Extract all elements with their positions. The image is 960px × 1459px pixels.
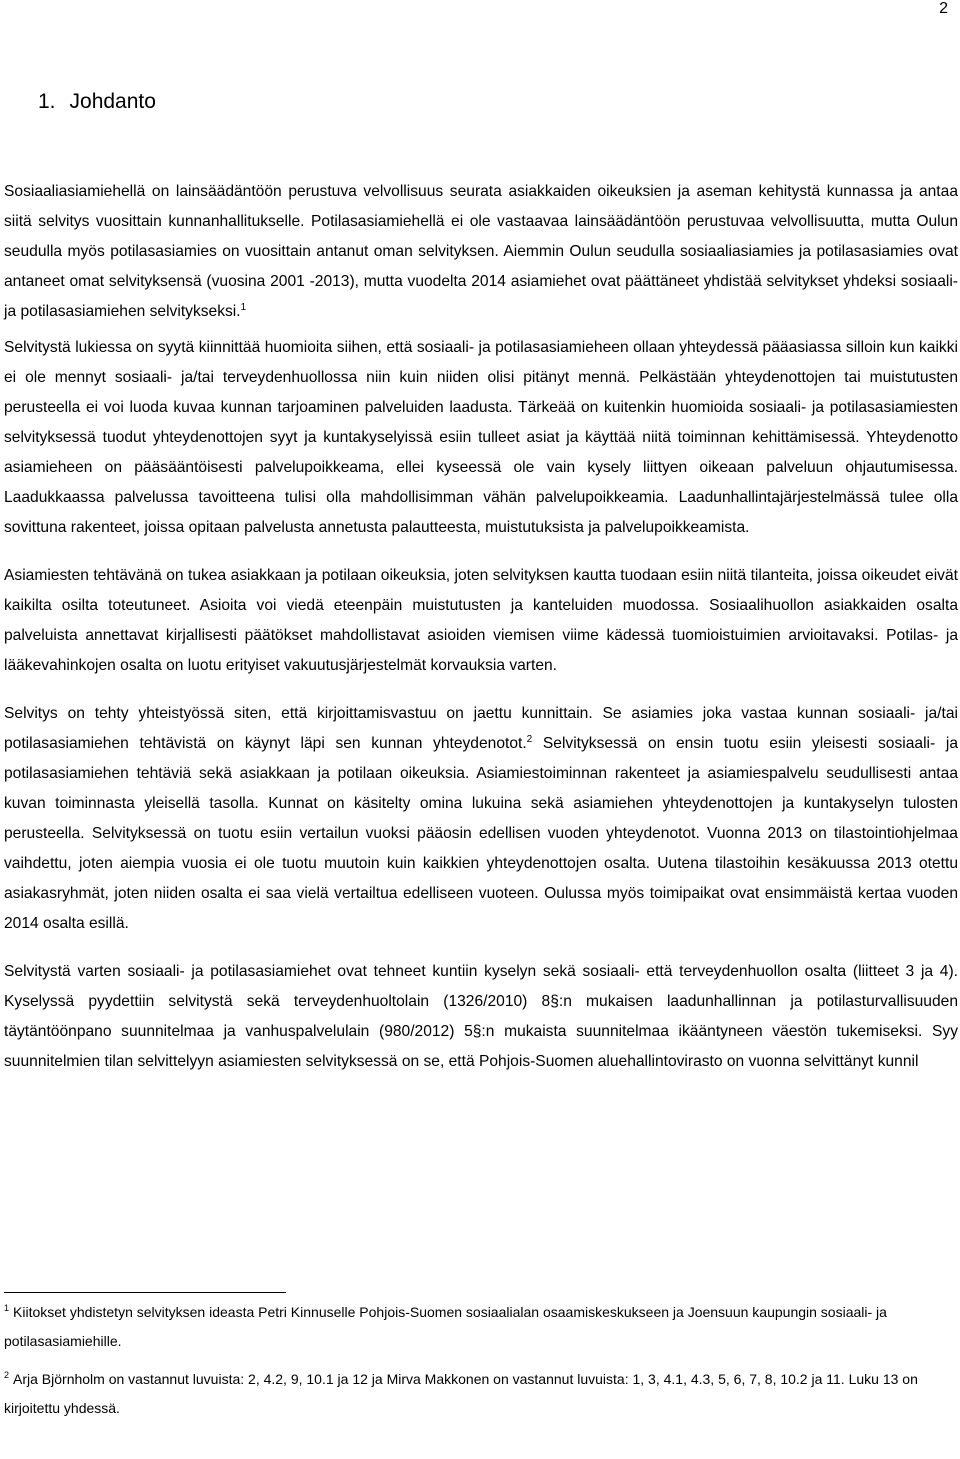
paragraph-1: [4, 177, 958, 327]
footnotes: [4, 1298, 958, 1432]
footnote-divider: [4, 1292, 286, 1293]
chapter-title: Johdanto: [69, 90, 156, 113]
footnote-1-number: 1: [4, 1303, 10, 1314]
body-text: [4, 177, 958, 1095]
paragraph-2: [4, 333, 958, 543]
footnote-2-text: Arja Björnholm on vastannut luvuista: 2, 4.2, 9, 10.1 ja 12 ja Mirva Makkonen on vastannut luvuista: 1, 3, 4.1, 4.3, 5, 6, 7, 8, 10.2 ja 11. Luku 13 on kirjoitettu yhdessä.: [4, 1371, 918, 1416]
footnote-1: [4, 1298, 958, 1356]
paragraph-1-text: Sosiaaliasiamiehellä on lainsäädäntöön perustuva velvollisuus seurata asiakkaiden oikeuksien ja aseman kehitystä kunnassa ja antaa siitä selvitys vuosittain kunnanhallitukselle. Potilasasiamiehellä ei ole vastaavaa lainsäädäntöön perustuvaa velvollisuutta, mutta Oulun seudulla myös potilasasiamies on vuosittain antanut oman selvityksen. Aiemmin Oulun seudulla sosiaaliasiamies ja potilasasiamies ovat antaneet omat selvityksensä (vuosina 2001 -2013), mutta vuodelta 2014 asiamiehet ovat päättäneet yhdistää selvitykset yhdeksi sosiaali- ja potilasasiamiehen selvitykseksi.: [4, 183, 958, 320]
paragraph-4: [4, 699, 958, 939]
footnote-1-text: Kiitokset yhdistetyn selvityksen ideasta Petri Kinnuselle Pohjois-Suomen sosiaalialan osaamiskeskukseen ja Joensuun kaupungin sosiaali- ja potilasasiamiehille.: [4, 1304, 887, 1349]
paragraph-2-text: Selvitystä lukiessa on syytä kiinnittää huomioita siihen, että sosiaali- ja potilasasiamieheen ollaan yhteydessä pääasiassa silloin kun kaikki ei ole mennyt sosiaali- ja/tai terveydenhuollossa niin kuin niiden olisi pitänyt mennä. Pelkästään yhteydenottojen tai muistutusten perusteella ei voi luoda kuvaa kunnan tarjoaminen palveluiden laadusta. Tärkeää on kuitenkin huomioida sosiaali- ja potilasasiamiesten selvityksessä tuodut yhteydenottojen syyt ja kuntakyselyissä esiin tulleet asiat ja käyttää niitä toiminnan kehittämisessä. Yhteydenotto asiamieheen on pääsääntöisesti palvelupoikkeama, ellei kyseessä ole vain kysely liittyen oikeaan palveluun ohjautumisessa. Laadukkaassa palvelussa tavoitteena tulisi olla mahdollisimman vähän palvelupoikkeamia. Laadunhallintajärjestelmässä tulee olla sovittuna rakenteet, joissa opitaan palvelusta annetusta palautteesta, muistutuksista ja palvelupoikkeamista.: [4, 339, 958, 536]
chapter-number: 1.: [38, 90, 56, 113]
page-number: 2: [939, 0, 948, 17]
footnote-ref-2: 2: [526, 733, 533, 745]
footnote-ref-1: 1: [240, 301, 247, 313]
paragraph-4-text-after: Selvityksessä on ensin tuotu esiin yleisesti sosiaali- ja potilasasiamiehen tehtäviä sekä asiakkaan ja potilaan oikeuksia. Asiamiestoiminnan rakenteet ja asiamiespalvelu seudullisesti antaa kuvan toiminnasta yleisellä tasolla. Kunnat on käsitelty omina lukuina sekä asiamiehen yhteydenottojen ja kuntakyselyn tulosten perusteella. Selvityksessä on tuotu esiin vertailun vuoksi pääosin edellisen vuoden yhteydenotot. Vuonna 2013 on tilastointiohjelmaa vaihdettu, joten aiempia vuosia ei ole tuotu muutoin kuin kaikkien yhteydenottojen osalta. Uutena tilastoihin kesäkuussa 2013 otettu asiakasryhmät, joten niiden osalta ei saa vielä vertailtua edelliseen vuoteen. Oulussa myös toimipaikat ovat ensimmäistä kertaa vuoden 2014 osalta esillä.: [4, 735, 958, 932]
paragraph-3: [4, 561, 958, 681]
chapter-heading: [38, 90, 156, 114]
paragraph-5: [4, 957, 958, 1077]
footnote-2-number: 2: [4, 1370, 10, 1381]
paragraph-3-text: Asiamiesten tehtävänä on tukea asiakkaan ja potilaan oikeuksia, joten selvityksen kautta tuodaan esiin niitä tilanteita, joissa oikeudet eivät kaikilta osilta toteutuneet. Asioita voi viedä eteenpäin muistutusten ja kanteluiden muodossa. Sosiaalihuollon asiakkaiden osalta palveluista annettavat kirjallisesti päätökset mahdollistavat asioiden viemisen viime kädessä tuomioistuimien arvioitavaksi. Potilas- ja lääkevahinkojen osalta on luotu erityiset vakuutusjärjestelmät korvauksia varten.: [4, 567, 958, 674]
paragraph-4-text-before: Selvitys on tehty yhteistyössä siten, että kirjoittamisvastuu on jaettu kunnittain. Se asiamies joka vastaa kunnan sosiaali- ja/tai potilasasiamiehen tehtävistä on käynyt läpi sen kunnan yhteydenotot.: [4, 705, 958, 752]
paragraph-5-text: Selvitystä varten sosiaali- ja potilasasiamiehet ovat tehneet kuntiin kyselyn sekä sosiaali- että terveydenhuollon osalta (liitteet 3 ja 4). Kyselyssä pyydettiin selvitystä sekä terveydenhuoltolain (1326/2010) 8§:n mukaisen laadunhallinnan ja potilasturvallisuuden täytäntöönpano suunnitelmaa ja vanhuspalvelulain (980/2012) 5§:n mukaista suunnitelmaa ikääntyneen väestön tukemiseksi. Syy suunnitelmien tilan selvittelyyn asiamiesten selvityksessä on se, että Pohjois-Suomen aluehallintovirasto on vuonna selvittänyt kunnil: [4, 963, 958, 1070]
footnote-2: [4, 1365, 958, 1423]
